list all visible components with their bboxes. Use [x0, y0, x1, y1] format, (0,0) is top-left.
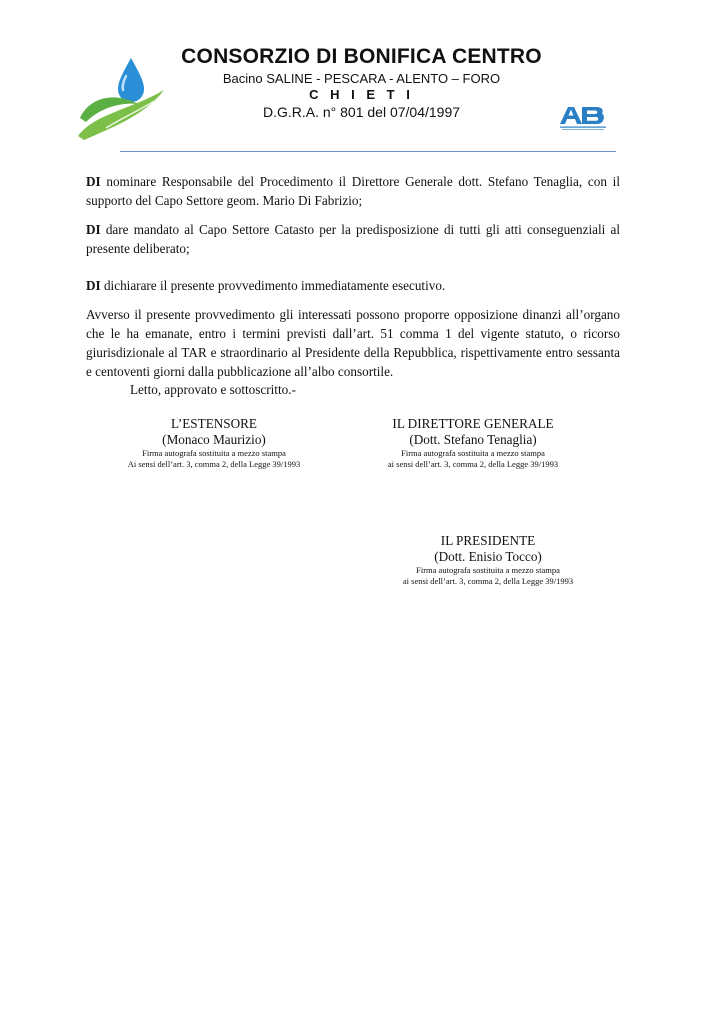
organization-subtitle: Bacino SALINE - PESCARA - ALENTO – FORO: [222, 71, 501, 86]
paragraph-2-text: dare mandato al Capo Settore Catasto per la predisposizione di tutti gli atti conseguenziali al presente deliberato;: [86, 222, 620, 256]
signature-name: (Dott. Stefano Tenaglia): [409, 432, 537, 447]
paragraph-4: Avverso il presente provvedimento gli interessati possono proporre opposizione dinanzi all’organo che le ha emanate, entro i termini previsti dall’art. 51 comma 1 del vigente statuto, o ricorso giurisdizionale al TAR e straordinario al Presidente della Repubblica, rispettivamente entro sessanta e centoventi giorni dalla pubblicazione all’albo consortile.: [86, 307, 620, 379]
organization-dgra: D.G.R.A. n° 801 del 07/04/1997: [262, 104, 461, 120]
signature-note: Firma autografa sostituita a mezzo stampa: [142, 448, 286, 458]
signature-role: IL DIRETTORE GENERALE: [392, 416, 554, 431]
document-body: [86, 172, 620, 391]
letterhead: [0, 0, 723, 160]
approval-line: Letto, approvato e sottoscritto.-: [130, 382, 296, 397]
paragraph-2-lead: DI: [86, 222, 101, 237]
paragraph-2: [86, 220, 620, 258]
organization-title: CONSORZIO DI BONIFICA CENTRO: [181, 45, 542, 68]
paragraph-1: [86, 172, 620, 210]
header-divider: [120, 151, 616, 152]
signature-legal-note: ai sensi dell’art. 3, comma 2, della Legge 39/1993: [387, 459, 559, 469]
signature-role: L’ESTENSORE: [171, 416, 257, 431]
signature-legal-note: ai sensi dell’art. 3, comma 2, della Legge 39/1993: [402, 576, 574, 586]
signature-name: (Monaco Maurizio): [162, 432, 266, 447]
signature-presidente: [368, 533, 608, 587]
organization-city: C H I E T I: [309, 87, 414, 102]
paragraph-3: [86, 276, 620, 295]
paragraph-3-text: dichiarare il presente provvedimento immediatamente esecutivo.: [100, 278, 446, 293]
ab-logo-icon: [558, 104, 608, 132]
signature-note: Firma autografa sostituita a mezzo stampa: [416, 565, 560, 575]
paragraph-1-lead: DI: [86, 174, 101, 189]
signature-direttore: [353, 416, 593, 470]
signature-legal-note: Ai sensi dell’art. 3, comma 2, della Legge 39/1993: [127, 459, 301, 469]
signature-name: (Dott. Enisio Tocco): [434, 549, 542, 564]
signature-estensore: [94, 416, 334, 470]
signature-role: IL PRESIDENTE: [440, 533, 536, 548]
paragraph-3-lead: DI: [86, 278, 101, 293]
signature-note: Firma autografa sostituita a mezzo stampa: [401, 448, 545, 458]
paragraph-1-text: nominare Responsabile del Procedimento il Direttore Generale dott. Stefano Tenaglia, con il supporto del Capo Settore geom. Mario Di Fabrizio;: [86, 174, 620, 208]
